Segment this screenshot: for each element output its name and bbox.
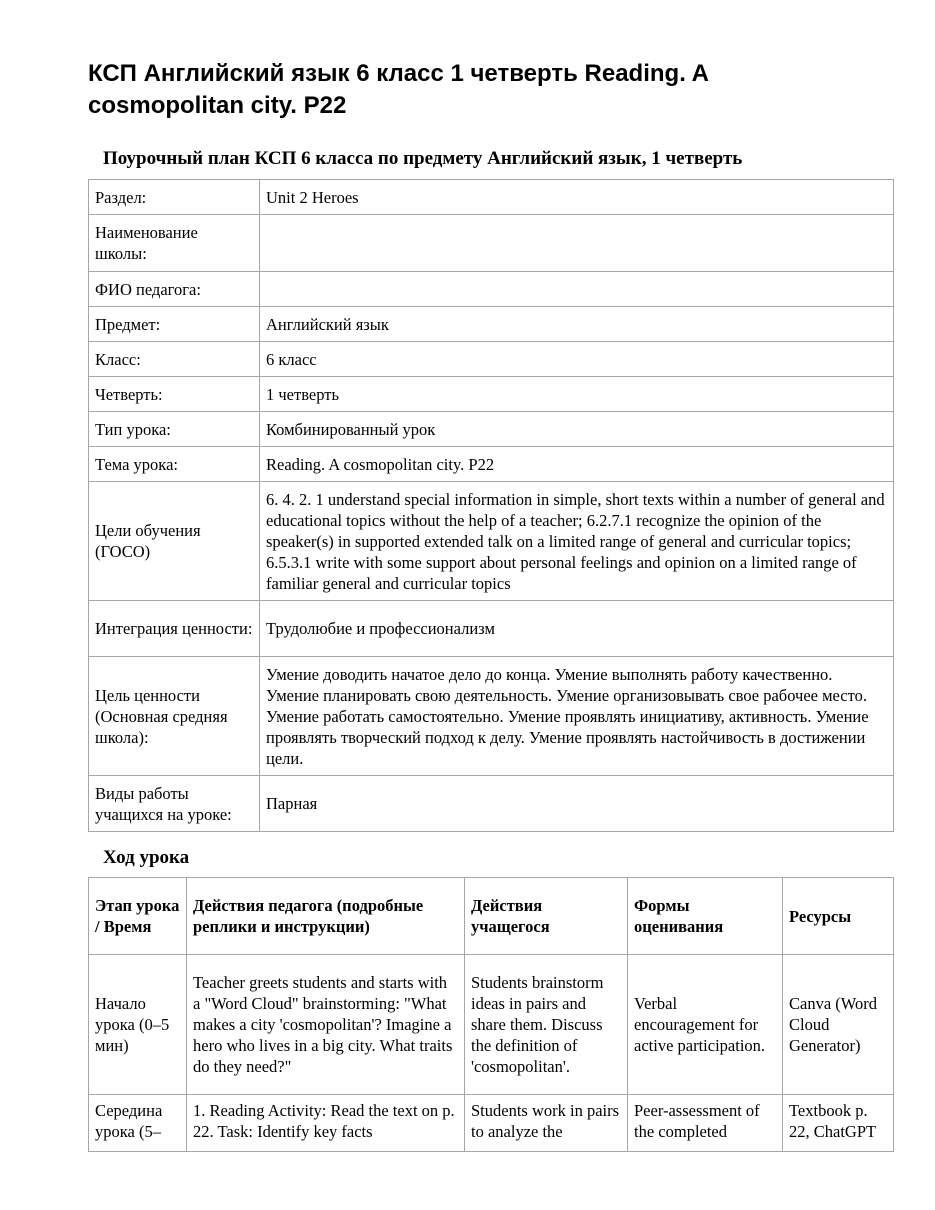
row-value	[260, 272, 894, 307]
resources-cell: Canva (Word Cloud Generator)	[783, 955, 894, 1095]
table-row	[89, 342, 894, 377]
table-header-row	[89, 878, 894, 955]
row-label: Класс:	[89, 342, 260, 377]
row-value: Умение доводить начатое дело до конца. Умение выполнять работу качественно. Умение планировать свою деятельность. Умение организовывать свое рабочее место. Умение работать самостоятельно. Умение проявлять инициативу, активность. Умение проявлять творческий подход к делу. Умение проявлять настойчивость в достижении цели.	[260, 657, 894, 776]
lesson-flow-table	[88, 877, 894, 1152]
column-header-teacher-actions: Действия педагога (подробные реплики и инструкции)	[187, 878, 465, 955]
row-value: 1 четверть	[260, 377, 894, 412]
teacher-actions-text: 1. Reading Activity: Read the text on p. 22. Task: Identify key facts	[193, 1101, 455, 1141]
row-value: Unit 2 Heroes	[260, 180, 894, 215]
table-row	[89, 601, 894, 657]
row-value: Трудолюбие и профессионализм	[260, 601, 894, 657]
row-label: Предмет:	[89, 307, 260, 342]
row-value: 6 класс	[260, 342, 894, 377]
lesson-plan-heading: Поурочный план КСП 6 класса по предмету Английский язык, 1 четверть	[103, 148, 743, 169]
resources-cell	[783, 1095, 894, 1152]
table-row	[89, 657, 894, 776]
stage-text: Середина урока (5–	[95, 1101, 163, 1141]
column-header-assessment: Формы оценивания	[628, 878, 783, 955]
row-value: Комбинированный урок	[260, 412, 894, 447]
table-row	[89, 482, 894, 601]
row-label: Тема урока:	[89, 447, 260, 482]
assessment-cell: Verbal encouragement for active participation.	[628, 955, 783, 1095]
teacher-actions-cell	[187, 1095, 465, 1152]
stage-cell: Начало урока (0–5 мин)	[89, 955, 187, 1095]
row-value: Английский язык	[260, 307, 894, 342]
row-value	[260, 215, 894, 272]
row-label: Виды работы учащихся на уроке:	[89, 776, 260, 832]
row-value: Парная	[260, 776, 894, 832]
table-row	[89, 307, 894, 342]
student-actions-text: Students work in pairs to analyze the	[471, 1101, 620, 1141]
row-label: Тип урока:	[89, 412, 260, 447]
row-label: Цель ценности (Основная средняя школа):	[89, 657, 260, 776]
table-row	[89, 776, 894, 832]
row-value: 6. 4. 2. 1 understand special information in simple, short texts within a number of general and educational topics without the help of a teacher; 6.2.7.1 recognize the opinion of the speaker(s) in supported extended talk on a limited range of general and curricular topics; 6.5.3.1 write with some support about personal feelings and opinion on a limited range of familiar general and curricular topics	[260, 482, 894, 601]
row-label: ФИО педагога:	[89, 272, 260, 307]
table-row	[89, 447, 894, 482]
table-row	[89, 377, 894, 412]
column-header-resources: Ресурсы	[783, 878, 894, 955]
row-label: Интеграция ценности:	[89, 601, 260, 657]
assessment-text: Peer-assessment of the completed	[634, 1101, 760, 1141]
row-label: Четверть:	[89, 377, 260, 412]
teacher-actions-cell: Teacher greets students and starts with a "Word Cloud" brainstorming: "What makes a city 'cosmopolitan'? Imagine a hero who lives in a big city. What traits do they need?"	[187, 955, 465, 1095]
column-header-stage: Этап урока / Время	[89, 878, 187, 955]
assessment-cell	[628, 1095, 783, 1152]
table-row	[89, 1095, 894, 1152]
table-row	[89, 215, 894, 272]
student-actions-cell	[465, 1095, 628, 1152]
table-row	[89, 955, 894, 1095]
resources-text: Textbook p. 22, ChatGPT	[789, 1101, 877, 1141]
row-value: Reading. A cosmopolitan city. P22	[260, 447, 894, 482]
row-label: Раздел:	[89, 180, 260, 215]
student-actions-cell: Students brainstorm ideas in pairs and share them. Discuss the definition of 'cosmopolitan'.	[465, 955, 628, 1095]
document-title: КСП Английский язык 6 класс 1 четверть Reading. A cosmopolitan city. P22	[88, 60, 709, 119]
table-row	[89, 412, 894, 447]
column-header-student-actions: Действия учащегося	[465, 878, 628, 955]
stage-cell	[89, 1095, 187, 1152]
table-row	[89, 272, 894, 307]
lesson-flow-heading: Ход урока	[103, 847, 190, 868]
row-label: Цели обучения (ГОСО)	[89, 482, 260, 601]
row-label: Наименование школы:	[89, 215, 260, 272]
lesson-info-table	[88, 179, 894, 832]
table-row	[89, 180, 894, 215]
